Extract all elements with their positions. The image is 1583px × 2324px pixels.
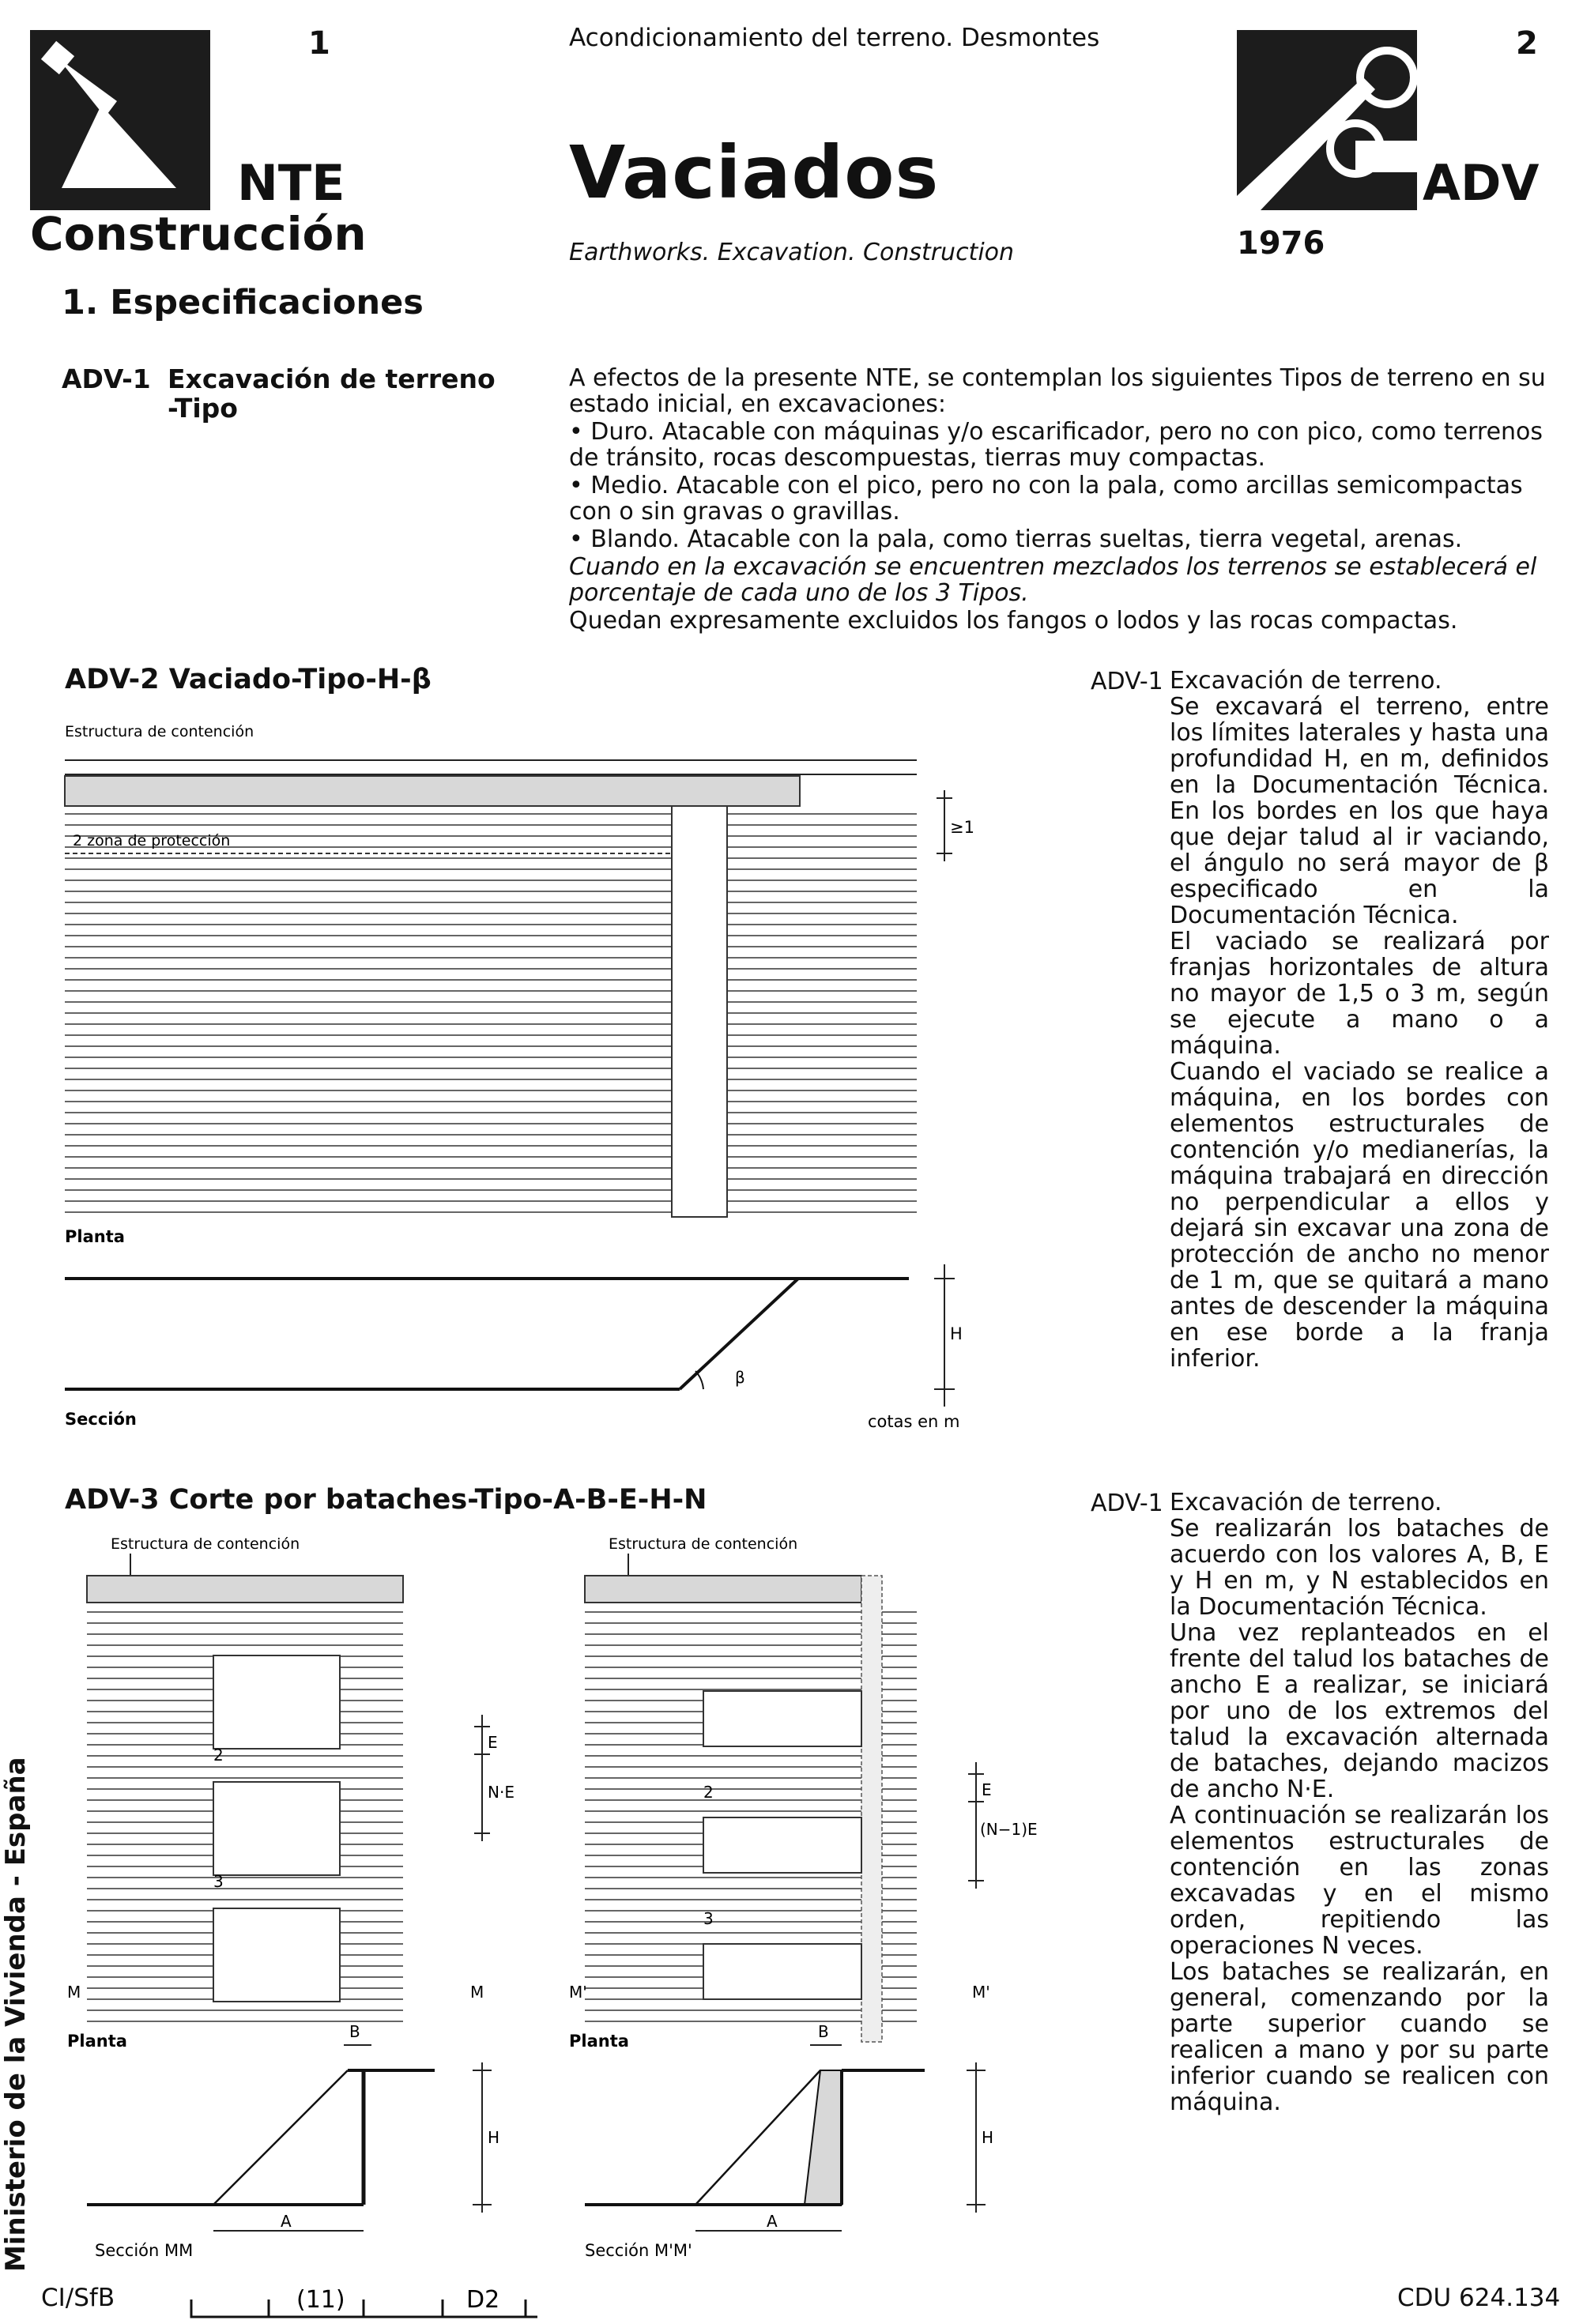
adv2-H-label: H: [950, 1324, 963, 1343]
adv3-right-2-label: 2: [703, 1783, 714, 1802]
adv1-exclusion: Quedan expresamente excluidos los fangos o lodos y las rocas compactas.: [569, 607, 1458, 635]
construccion-label: Construcción: [30, 207, 367, 261]
adv1-item-duro: • Duro. Atacable con máquinas y/o escarificador, pero no con pico, como terrenos de tránsito, rocas descompuestas, tierras muy compactas.: [569, 418, 1543, 472]
adv2-side-p2: Se excavará el terreno, entre los límites laterales y hasta una profundidad H, en m, definidos en la Documentación Técnica. En los bordes en los que haya que dejar talud al ir vaciando, el ángulo no será mayor de β especificado en la Documentación Técnica.: [1170, 693, 1549, 929]
adv1-body: [569, 365, 1549, 635]
adv3-E-left-label: E: [488, 1733, 498, 1752]
right-batache-2: [703, 1817, 861, 1873]
adv3-B-left-label: B: [349, 2022, 360, 2041]
english-subtitle: Earthworks. Excavation. Construction: [569, 239, 1015, 266]
adv3-side-p4: A continuación se realizarán los elementos estructurales de contención en las zonas excavadas y en el mismo orden, repitiendo las operaciones N veces.: [1170, 1802, 1549, 1960]
left-batache-2: [213, 1782, 340, 1875]
plan-hatch: [65, 760, 917, 774]
year: 1976: [1237, 225, 1325, 262]
adv3-left-planta: Planta: [67, 2032, 127, 2051]
right-page-number: 2: [1516, 25, 1538, 62]
adv3-side-code: ADV-1: [1091, 1490, 1163, 1517]
cisfb-code1: (11): [296, 2286, 345, 2314]
cisfb-label: CI/SfB: [41, 2284, 115, 2312]
adv3-right-3-label: 3: [703, 1909, 714, 1928]
adv3-Mp-right: M': [972, 1983, 990, 2002]
adv3-side-p1: Excavación de terreno.: [1170, 1489, 1442, 1516]
adv3-side-text: [1170, 1490, 1549, 2115]
adv1-intro: A efectos de la presente NTE, se contemplan los siguientes Tipos de terreno en su estado inicial, en excavaciones:: [569, 364, 1546, 418]
adv1-item-medio: • Medio. Atacable con el pico, pero no con la pala, como arcillas semicompactas con o sin gravas o gravillas.: [569, 472, 1523, 525]
right-batache-1: [703, 1691, 861, 1746]
adv2-seccion-label: Sección: [65, 1410, 137, 1429]
adv3-M-right: M: [470, 1983, 484, 2002]
adv1-code: ADV-1: [62, 363, 151, 394]
adv1-label-line2: -Tipo: [168, 393, 238, 424]
adv3-left-2-label: 2: [213, 1746, 224, 1765]
document-title: Vaciados: [569, 130, 940, 215]
adv2-side-p3: El vaciado se realizará por franjas horizontales de altura no mayor de 1,5 o 3 m, según se ejecute a mano o a máquina.: [1170, 928, 1549, 1060]
adv3-seccion-right: Sección M'M': [585, 2241, 692, 2260]
terrain-lines: [65, 814, 917, 1212]
adv3-M-left: M: [67, 1983, 81, 2002]
protection-zone: [672, 806, 727, 1217]
adv3-E-right-label: E: [982, 1780, 992, 1799]
adv1-label-line1: Excavación de terreno: [168, 363, 496, 394]
cisfb-code2: D2: [466, 2286, 500, 2314]
adv3-A-right-label: A: [767, 2212, 778, 2231]
adv3-left-3-label: 3: [213, 1872, 224, 1891]
adv2-figure: [55, 711, 1004, 1438]
adv2-cotas-label: cotas en m: [868, 1412, 960, 1431]
adv2-side-code: ADV-1: [1091, 668, 1163, 695]
adv2-side-text: [1170, 668, 1549, 1372]
nte-logo: [30, 30, 210, 210]
adv-label: ADV: [1423, 154, 1540, 212]
topic-line: Acondicionamiento del terreno. Desmontes: [569, 24, 1100, 52]
ministry-vertical-text: Ministerio de la Vivienda - España: [0, 1757, 32, 2272]
adv3-A-left-label: A: [281, 2212, 292, 2231]
adv2-heading: ADV-2 Vaciado-Tipo-H-β: [65, 664, 432, 695]
cdu-code: CDU 624.134: [1397, 2284, 1561, 2312]
adv2-ge1-label: ≥1: [950, 818, 974, 837]
adv3-N1E-label: (N−1)E: [980, 1820, 1038, 1839]
adv1-mix-note: Cuando en la excavación se encuentren mezclados los terrenos se establecerá el porcentaje de cada uno de los 3 Tipos.: [569, 553, 1537, 607]
adv2-structure-label: Estructura de contención: [65, 723, 254, 740]
adv1-item-blando: • Blando. Atacable con la pala, como tierras sueltas, tierra vegetal, arenas.: [569, 525, 1463, 553]
adv3-right-structure-label: Estructura de contención: [609, 1535, 798, 1553]
right-batache-3: [703, 1944, 861, 1999]
adv3-seccion-left: Sección MM: [95, 2241, 194, 2260]
adv3-B-right-label: B: [818, 2022, 829, 2041]
left-batache-3: [213, 1908, 340, 2002]
adv3-figure-right: [569, 1525, 1075, 2268]
adv3-side-p5: Los bataches se realizarán, en general, comenzando por la parte superior cuando se realicen a mano y por su parte inferior cuando se realicen con máquina.: [1170, 1958, 1549, 2116]
adv2-side-p4: Cuando el vaciado se realice a máquina, en los bordes con elementos estructurales de contención y/o medianerías, la máquina trabajará en dirección no perpendicular a ellos y dejará sin excavar una zona de protección de ancho no menor de 1 m, que se quitará a mano antes de descender la máquina en ese borde a la franja inferior.: [1170, 1058, 1549, 1373]
nte-label: NTE: [237, 154, 345, 212]
adv2-beta-label: β: [735, 1368, 745, 1387]
adv3-H-left-label: H: [488, 2128, 500, 2147]
trowel-icon: [30, 30, 210, 210]
adv3-heading: ADV-3 Corte por bataches-Tipo-A-B-E-H-N: [65, 1484, 707, 1516]
adv3-side-p2: Se realizarán los bataches de acuerdo con los valores A, B, E y H en m, y N establecidos en la Documentación Técnica.: [1170, 1515, 1549, 1621]
adv2-planta-label: Planta: [65, 1227, 125, 1246]
adv3-right-planta: Planta: [569, 2032, 629, 2051]
adv2-zone-label: 2 zona de protección: [73, 832, 231, 849]
adv3-left-structure-label: Estructura de contención: [111, 1535, 300, 1553]
adv3-side-p3: Una vez replanteados en el frente del talud los bataches de ancho E a realizar, se iniciará por uno de los extremos del talud la excavación alternada de bataches, dejando macizos de ancho N·E.: [1170, 1619, 1549, 1803]
cisfb-boxes: [190, 2282, 537, 2318]
retaining-structure: [65, 776, 800, 806]
adv2-side-p1: Excavación de terreno.: [1170, 667, 1442, 695]
adv3-figure-left: [55, 1525, 561, 2268]
adv-logo: [1237, 30, 1417, 210]
adv3-NE-label: N·E: [488, 1783, 514, 1802]
excavation-icon: [1237, 30, 1417, 210]
adv3-Mp-left: M': [569, 1983, 587, 2002]
section-title: 1. Especificaciones: [62, 283, 424, 322]
left-batache-1: [213, 1655, 340, 1749]
adv3-H-right-label: H: [982, 2128, 994, 2147]
left-page-number: 1: [308, 25, 330, 62]
